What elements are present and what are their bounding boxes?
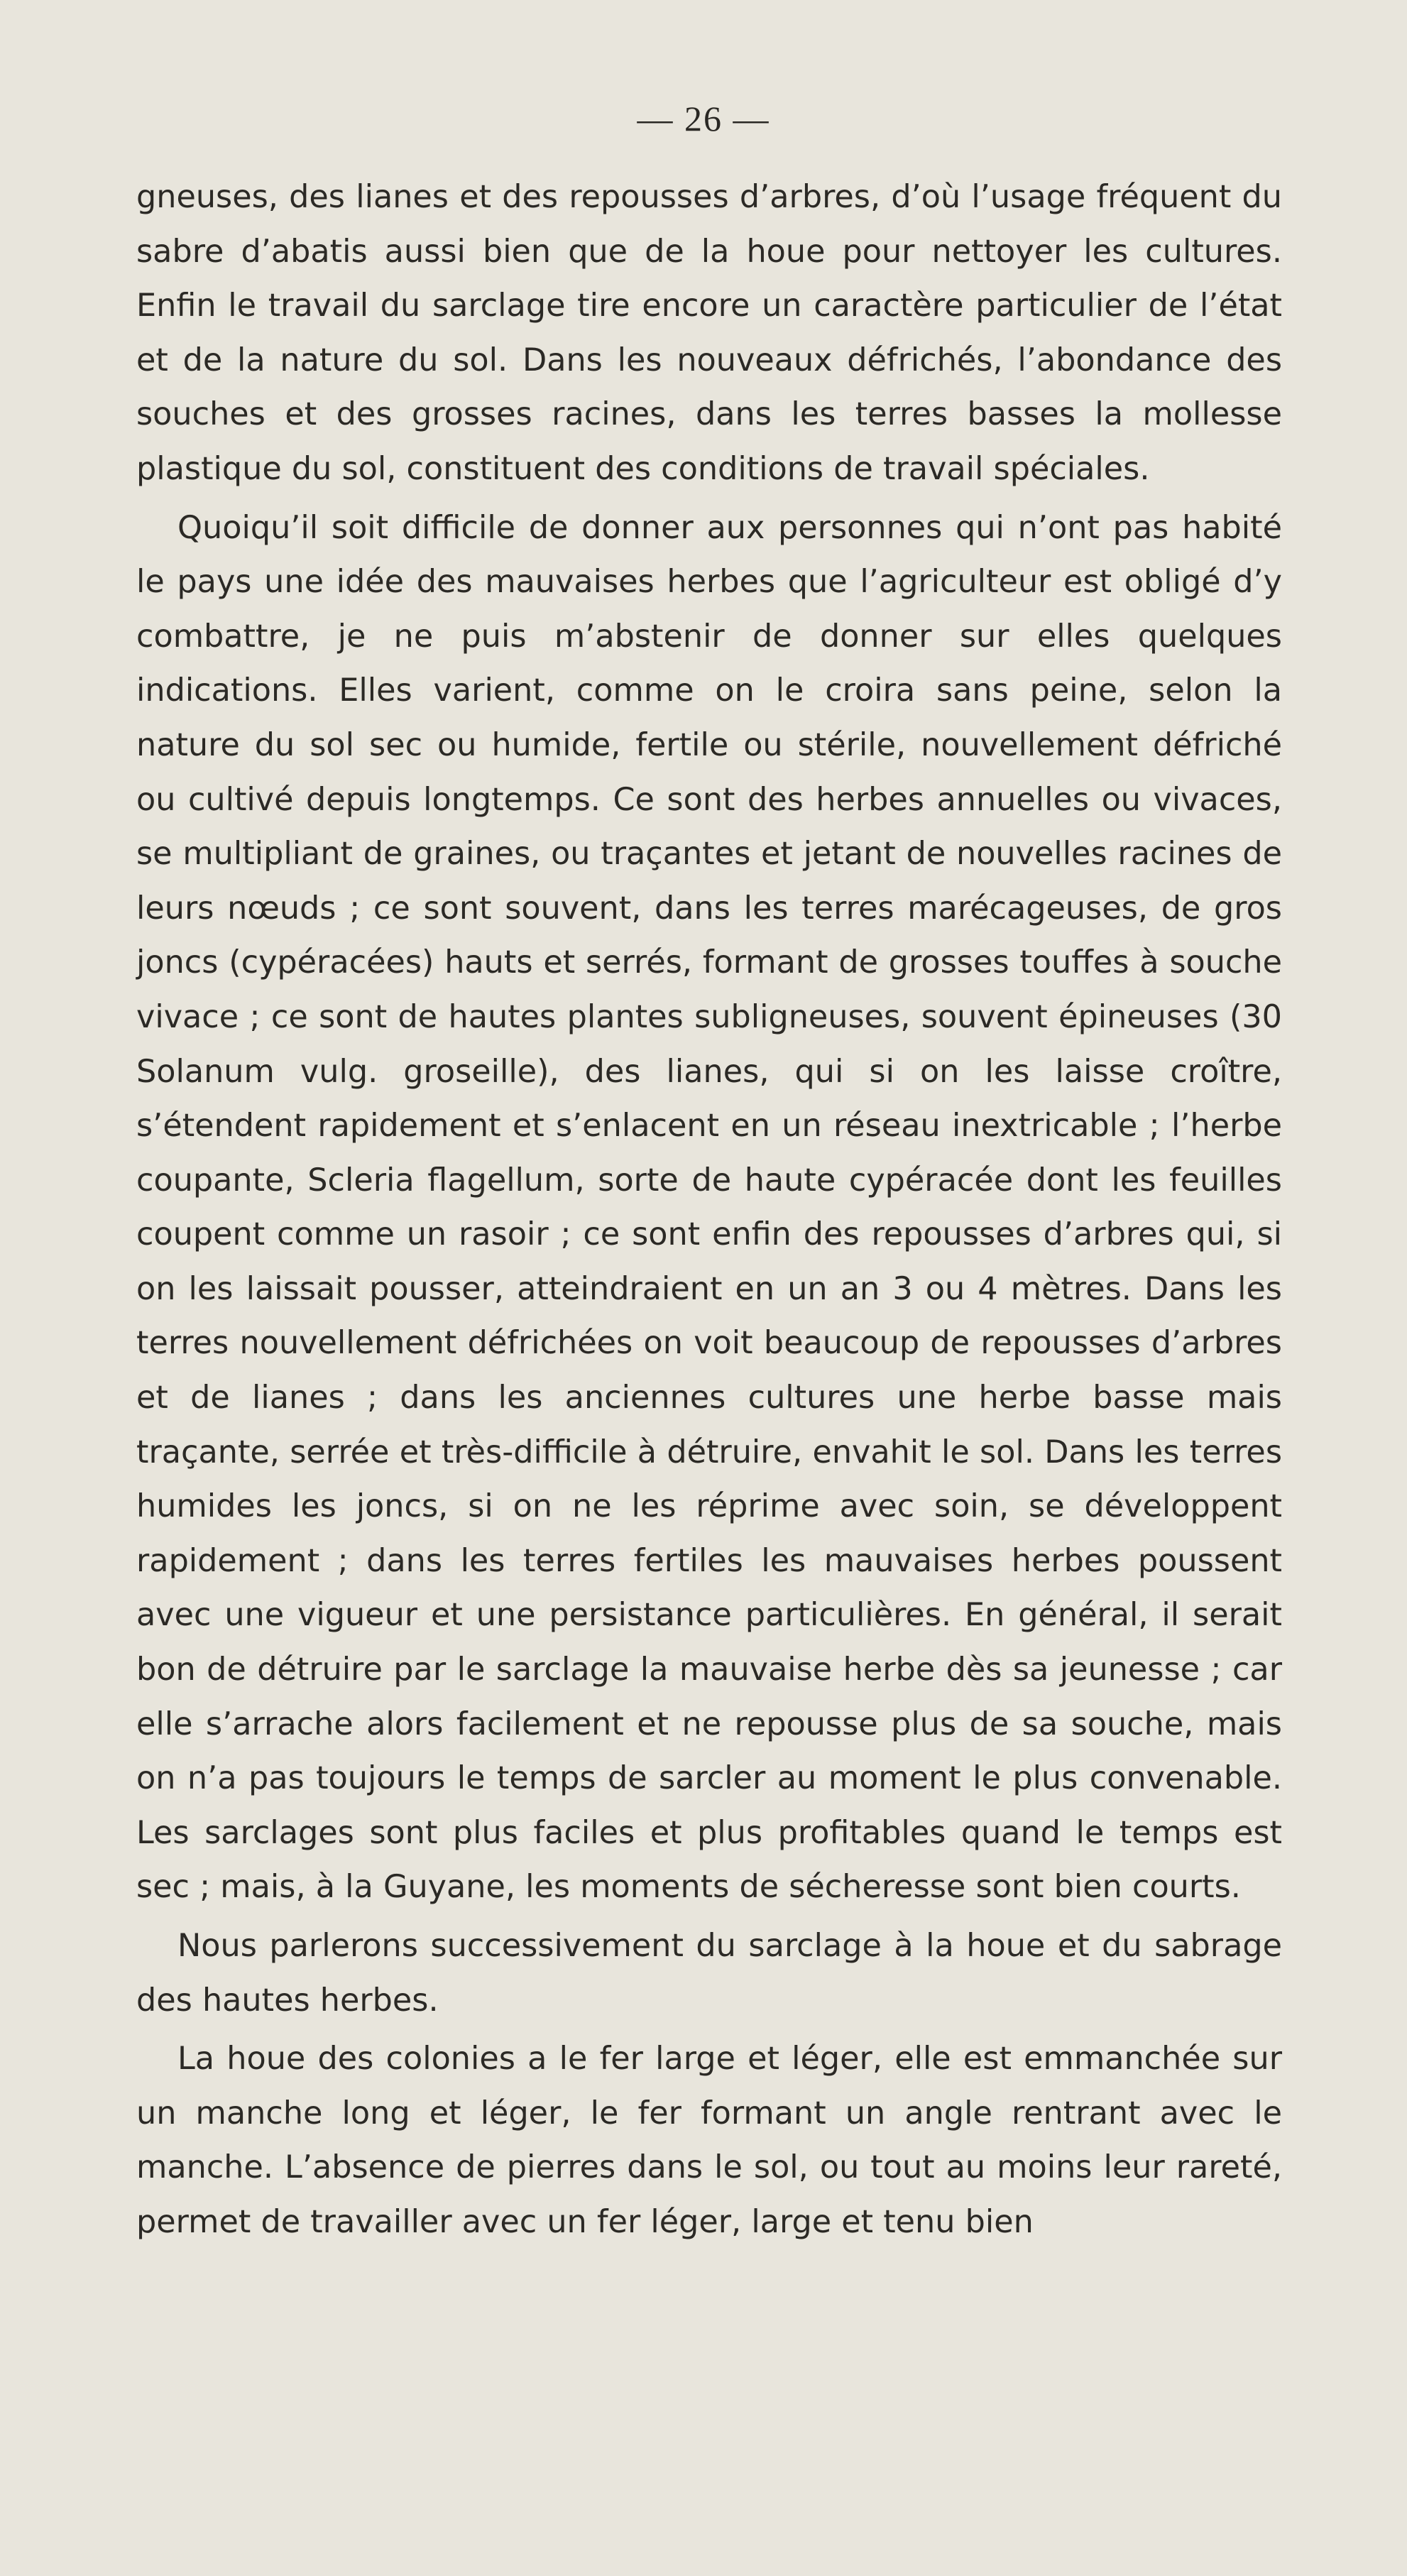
paragraph-transition: Nous parlerons successivement du sarclage à la houe et du sabrage des hautes herbes. <box>136 1928 1282 2019</box>
paragraph-continuation: gneuses, des lianes et des repousses d’arbres, d’où l’usage fréquent du sabre d’abatis aussi bien que de la houe pour nettoyer les cultures. Enfin le travail du sarclage tire encore un caractère particulier de l’état et de la nature du sol. Dans les nouveaux défrichés, l’abondance des souches et des grosses racines, dans les terres basses la mollesse plastique du sol, constituent des conditions de travail spéciales. <box>136 179 1282 487</box>
paragraph-weeds: Quoiqu’il soit difficile de donner aux personnes qui n’ont pas habité le pays une idée des mauvaises herbes que l’agriculteur est obligé d’y combattre, je ne puis m’abstenir de donner sur elles quelques indications. Elles varient, comme on le croira sans peine, selon la nature du sol sec ou humide, fertile ou stérile, nouvellement défriché ou cultivé depuis longtemps. Ce sont des herbes annuelles ou vivaces, se multipliant de graines, ou traçantes et jetant de nouvelles racines de leurs nœuds ; ce sont souvent, dans les terres marécageuses, de gros joncs (cypéracées) hauts et serrés, formant de grosses touffes à souche vivace ; ce sont de hautes plantes subligneuses, souvent épineuses (30 Solanum vulg. groseille), des lianes, qui si on les laisse croître, s’étendent rapidement et s’enlacent en un réseau inextricable ; l’herbe coupante, Scleria flagellum, sorte de haute cypéracée dont les feuilles coupent comme un rasoir ; ce sont enfin des repousses d’arbres qui, si on les laissait pousser, atteindraient en un an 3 ou 4 mètres. Dans les terres nouvellement défrichées on voit beaucoup de repousses d’arbres et de lianes ; dans les anciennes cultures une herbe basse mais traçante, serrée et très-difficile à détruire, envahit le sol. Dans les terres humides les joncs, si on ne les réprime avec soin, se développent rapidement ; dans les terres fertiles les mauvaises herbes poussent avec une vigueur et une persistance particulières. En général, il serait bon de détruire par le sarclage la mauvaise herbe dès sa jeunesse ; car elle s’arrache alors facilement et ne repousse plus de sa souche, mais on n’a pas toujours le temps de sarcler au moment le plus convenable. Les sarclages sont plus faciles et plus profitables quand le temps est sec ; mais, à la Guyane, les moments de sécheresse sont bien courts. <box>136 509 1282 1906</box>
page-number: — 26 — <box>637 99 770 138</box>
paragraph-hoe: La houe des colonies a le fer large et léger, elle est emmanchée sur un manche long et léger, le fer formant un angle rentrant avec le manche. L’absence de pierres dans le sol, ou tout au moins leur rareté, permet de travailler avec un fer léger, large et tenu bien <box>136 2041 1282 2240</box>
body-text <box>136 170 1282 2250</box>
